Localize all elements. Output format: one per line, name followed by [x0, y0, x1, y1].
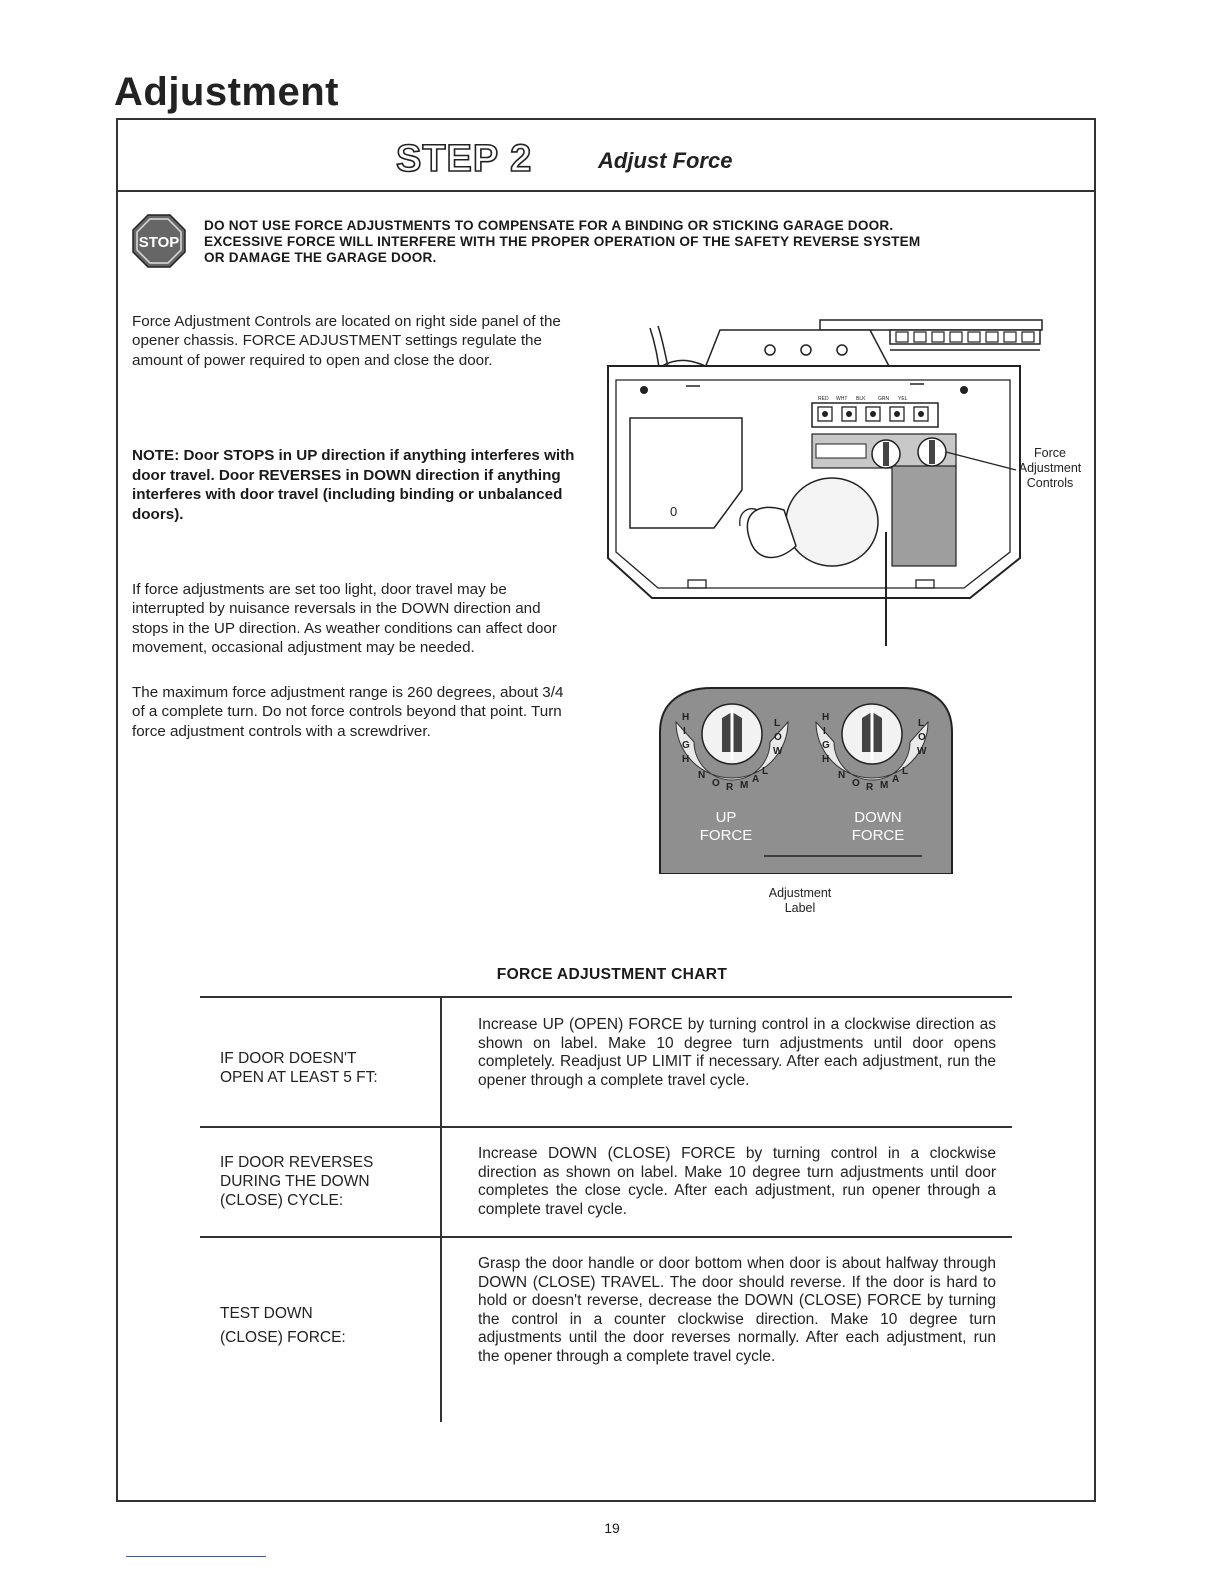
right-dial-n: N: [838, 770, 846, 781]
right-dial-i: I: [823, 726, 826, 737]
right-dial-a: A: [892, 774, 900, 785]
chart-row-1-condition-line-2: OPEN AT LEAST 5 FT:: [220, 1068, 378, 1086]
chart-row-2-condition-line-3: (CLOSE) CYCLE:: [220, 1191, 344, 1209]
left-dial-o: O: [774, 732, 782, 743]
callout-line-2: Adjustment: [1018, 461, 1082, 475]
chart-row-3-condition: [220, 1302, 430, 1350]
stop-sign-icon: [132, 214, 186, 268]
terminal-label-blk: BLK: [856, 396, 866, 402]
left-dial-l: L: [774, 718, 781, 729]
chart-rule-1: [200, 1126, 1012, 1128]
caption-line-1: Adjustment: [768, 886, 832, 900]
right-dial-h: H: [822, 712, 830, 723]
page-number: 19: [604, 1520, 620, 1536]
terminal-label-yel: YEL: [898, 396, 908, 402]
right-dial-m: M: [880, 780, 889, 791]
page-heading: Adjustment: [114, 70, 339, 114]
terminal-label-grn: GRN: [878, 396, 890, 402]
warning-line-1: DO NOT USE FORCE ADJUSTMENTS TO COMPENSATE FOR A BINDING OR STICKING GARAGE DOOR.: [204, 218, 894, 233]
down-force-line-1: DOWN: [854, 809, 902, 826]
caption-line-2: Label: [784, 901, 816, 915]
note-paragraph: NOTE: Door STOPS in UP direction if anything interferes with door travel. Door REVERSES in DOWN direction if anything interferes with door travel (including binding or unbalanced doors).: [132, 447, 575, 523]
terminal-label-red: RED: [818, 396, 829, 402]
chart-row-1-action: Increase UP (OPEN) FORCE by turning control in a clockwise direction as shown on label. Make 10 degree turn adjustments until door opens completely. Readjust UP LIMIT if necessary. After each adjustment, run the opener through a complete travel cycle.: [478, 1016, 996, 1089]
up-force-line-2: FORCE: [699, 827, 753, 844]
panel-door-label: 0: [670, 504, 678, 519]
right-dial-l: L: [918, 718, 925, 729]
right-dial-g: G: [822, 740, 830, 751]
warning-line-2: EXCESSIVE FORCE WILL INTERFERE WITH THE PROPER OPERATION OF THE SAFETY REVERSE SYSTEM: [204, 234, 921, 249]
chart-row-2-condition-line-2: DURING THE DOWN: [220, 1172, 370, 1190]
chart-row-2-action: Increase DOWN (CLOSE) FORCE by turning control in a clockwise direction as shown on label. Make 10 degree turn adjustments until door completes the close cycle. After each adjustment, run opener through a complete travel cycle.: [478, 1145, 996, 1218]
chart-divider-2: [440, 1128, 442, 1236]
chart-row-1-condition-line-1: IF DOOR DOESN'T: [220, 1050, 357, 1067]
force-chart-title: FORCE ADJUSTMENT CHART: [496, 966, 728, 983]
stop-sign-text: STOP: [138, 234, 180, 251]
chart-row-1-condition: [220, 1050, 430, 1088]
right-dial-o2: O: [852, 778, 860, 789]
left-dial-l2: L: [762, 766, 769, 777]
chart-row-3-condition-line-1: TEST DOWN: [220, 1305, 313, 1322]
chart-row-3-condition-line-2: (CLOSE) FORCE:: [220, 1329, 346, 1346]
left-dial-i: I: [683, 726, 686, 737]
chart-row-2-condition-line-1: IF DOOR REVERSES: [220, 1154, 374, 1171]
adjustment-label-caption: [740, 886, 860, 916]
force-controls-callout: [1006, 446, 1094, 491]
left-dial-n: N: [698, 770, 706, 781]
left-dial-h: H: [682, 712, 690, 723]
light-force-paragraph: If force adjustments are set too light, door travel may be interrupted by nuisance reversals in the DOWN direction and stops in the UP direction. As weather conditions can affect door movement, occasional adjustment may be needed.: [132, 581, 557, 657]
chart-row-2-condition: [220, 1154, 430, 1210]
left-dial-h2: H: [682, 754, 690, 765]
chart-rule-top: [200, 996, 1012, 998]
callout-line-1: Force: [1034, 446, 1066, 460]
right-dial-r: R: [866, 782, 874, 793]
range-paragraph: The maximum force adjustment range is 260 degrees, about 3/4 of a complete turn. Do not force controls beyond that point. Turn force adjustment controls with a screwdriver.: [132, 684, 564, 740]
chart-divider-3: [440, 1238, 442, 1422]
chart-divider-1: [440, 998, 442, 1126]
down-force-line-2: FORCE: [851, 827, 905, 844]
up-force-line-1: UP: [715, 809, 737, 826]
step-title: Adjust Force: [598, 148, 733, 173]
bottom-underline: [126, 1556, 266, 1557]
left-dial-o2: O: [712, 778, 720, 789]
callout-line-3: Controls: [1026, 476, 1074, 490]
left-dial-r: R: [726, 782, 734, 793]
step-number: STEP 2: [396, 138, 533, 180]
terminal-label-wht: WHT: [836, 396, 848, 402]
warning-block: [204, 218, 1090, 266]
warning-line-3: OR DAMAGE THE GARAGE DOOR.: [204, 250, 437, 265]
right-dial-h2: H: [822, 754, 830, 765]
chart-row-3-action: Grasp the door handle or door bottom when door is about halfway through DOWN (CLOSE) TRAVEL. The door should reverse. If the door is hard to hold or doesn't reverse, decrease the DOWN (CLOSE) FORCE by turning the control in a counter clockwise direction. Make 10 degree turn adjustments until the door reverses normally. After each adjustment, run the opener through a complete travel cycle.: [478, 1255, 996, 1365]
left-dial-g: G: [682, 740, 690, 751]
right-dial-l2: L: [902, 766, 909, 777]
intro-paragraph: Force Adjustment Controls are located on right side panel of the opener chassis. FORCE ADJUSTMENT settings regulate the amount of power required to open and close the door.: [132, 313, 561, 369]
left-dial-a: A: [752, 774, 760, 785]
right-dial-w: W: [917, 746, 927, 757]
left-dial-m: M: [740, 780, 749, 791]
chart-rule-2: [200, 1236, 1012, 1238]
adjustment-label-illustration: [652, 682, 960, 874]
right-dial-o: O: [918, 732, 926, 743]
left-dial-w: W: [773, 746, 783, 757]
